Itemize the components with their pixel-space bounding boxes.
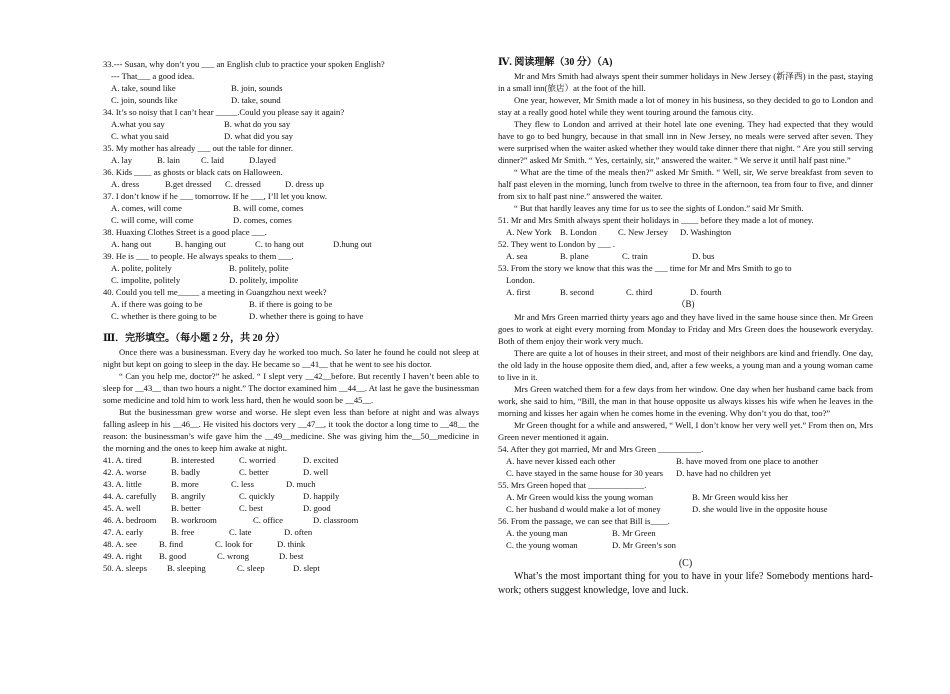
- cloze-option: 42. A. worse: [103, 467, 147, 477]
- q40-option-c: C. whether is there going to be: [111, 311, 217, 321]
- q36-option-a: A. dress: [111, 179, 140, 189]
- q38-option-b: B. hanging out: [175, 239, 226, 249]
- q37-options-row1: [103, 202, 479, 214]
- q55-option-d: D. she would live in the opposite house: [692, 504, 828, 514]
- cloze-option: D. slept: [293, 563, 320, 573]
- passage-c-paragraph: What’s the most important thing for you to have in your life? Somebody mentions hard-work; others suggest knowledge, love and luck.: [498, 571, 873, 596]
- q39-stem: 39. He is ___ to people. He always speaks to them ___.: [103, 251, 294, 261]
- q36-options: [103, 178, 479, 190]
- q39-options-row2: [103, 274, 479, 286]
- q56-options-row2: [498, 539, 873, 551]
- q39-option-a: A. polite, politely: [111, 263, 172, 273]
- cloze-option: 49. A. right: [103, 551, 143, 561]
- cloze-option: 50. A. sleeps: [103, 563, 147, 573]
- cloze-option-row-42: [103, 466, 479, 478]
- cloze-option: B. badly: [171, 467, 201, 477]
- q33-option-c: C. join, sounds like: [111, 95, 178, 105]
- passage-a-paragraph-3: They flew to London and arrived at their hotel late one evening. They had expected that they would have to go to bed hungry, because in that small inn in New Jersey, no meals were served after seven. They were surprised when the waiter asked whether they would take dinner there that night. “ Are you still serving dinner?” asked Mr Smith. “ Yes, certainly, sir,” answered the waiter. “ We serve it until half past nine.”: [498, 119, 873, 165]
- cloze-option: D. classroom: [313, 515, 359, 525]
- q55-option-c: C. her husband d would make a lot of money: [506, 504, 661, 514]
- cloze-option-row-44: [103, 490, 479, 502]
- q34-options-row2: [103, 130, 479, 142]
- q51-option-c: C. New Jersey: [618, 227, 668, 237]
- cloze-option: C. wrong: [217, 551, 249, 561]
- cloze-option: C. quickly: [239, 491, 275, 501]
- q53-stem2: London.: [506, 275, 535, 285]
- cloze-option-row-45: [103, 502, 479, 514]
- cloze-option: C. sleep: [237, 563, 265, 573]
- cloze-option-row-50: [103, 562, 479, 574]
- q36-stem: 36. Kids ____ as ghosts or black cats on Halloween.: [103, 167, 283, 177]
- q37-stem: 37. I don’t know if he ___ tomorrow. If he ___, I’ll let you know.: [103, 191, 328, 201]
- q37-option-b: B. will come, comes: [233, 203, 304, 213]
- q35-option-c: C. laid: [201, 155, 224, 165]
- q39-option-d: D. politely, impolite: [229, 275, 299, 285]
- q40-options-row1: [103, 298, 479, 310]
- left-column: [103, 58, 479, 574]
- q54-option-d: D. have had no children yet: [676, 468, 771, 478]
- q55-option-b: B. Mr Green would kiss her: [692, 492, 788, 502]
- q53-stem: 53. From the story we know that this was the ___ time for Mr and Mrs Smith to go to: [498, 263, 792, 273]
- cloze-option-row-43: [103, 478, 479, 490]
- q53-option-d: D. fourth: [690, 287, 722, 297]
- q38-stem: 38. Huaxing Clothes Street is a good place ___.: [103, 227, 267, 237]
- q53-option-c: C. third: [626, 287, 653, 297]
- q53-option-a: A. first: [506, 287, 531, 297]
- q33-option-d: D. take, sound: [231, 95, 281, 105]
- q52-option-d: D. bus: [692, 251, 715, 261]
- cloze-option: C. office: [253, 515, 283, 525]
- passage-b-paragraph-1: Mr and Mrs Green married thirty years ago and they have lived in the same house since then. Mr Green goes to work at eight every morning from Monday to Friday and Mrs Green does the housework everyday. Both of them enjoy their work very much.: [498, 312, 873, 346]
- q52-stem: 52. They went to London by ___ .: [498, 239, 616, 249]
- cloze-option: C. worried: [239, 455, 276, 465]
- q33-stem2: --- That___ a good idea.: [111, 71, 195, 81]
- passage-a-paragraph-1: Mr and Mrs Smith had always spent their summer holidays in New Jersey (新泽西) in the past, staying in a small inn(旅店）at the foot of the hill.: [498, 71, 873, 93]
- q55-stem: 55. Mrs Green hoped that _____________.: [498, 480, 647, 490]
- q34-option-c: C. what you said: [111, 131, 169, 141]
- cloze-option: D. often: [284, 527, 313, 537]
- cloze-paragraph-2: “ Can you help me, doctor?” he asked. “ I slept very __42__before. But recently I haven’t been able to sleep for __43__ than two hours a night.” The doctor examined him __44__. At last he gave the businessman some medicine and told him to work less hard, then he would soon be __45__.: [103, 371, 479, 405]
- q40-option-b: B. if there is going to be: [249, 299, 333, 309]
- q36-option-c: C. dressed: [225, 179, 261, 189]
- cloze-option: D. good: [303, 503, 331, 513]
- cloze-paragraph-3: But the businessman grew worse and worse. He slept even less than before at night and was always falling asleep in his __46__. He visited his doctors very __47__, it took the doctor a long time to __48__ the reason: the businessman’s wife gave him the __49__medicine. She was giving him the__50__medicine in the morning and the ones to keep him awake at night.: [103, 407, 479, 453]
- q34-option-a: A.what you say: [111, 119, 165, 129]
- q38-option-a: A. hang out: [111, 239, 152, 249]
- q37-option-c: C. will come, will come: [111, 215, 194, 225]
- cloze-option: C. late: [229, 527, 252, 537]
- q56-option-c: C. the young woman: [506, 540, 578, 550]
- cloze-option: 44. A. carefully: [103, 491, 157, 501]
- passage-a-paragraph-5: “ But that hardly leaves any time for us to see the sights of London.” said Mr Smith.: [514, 203, 804, 213]
- q55-options-row1: [498, 491, 873, 503]
- cloze-option-row-49: [103, 550, 479, 562]
- q52-options: [498, 250, 873, 262]
- right-column: [498, 58, 873, 598]
- q54-option-c: C. have stayed in the same house for 30 years: [506, 468, 664, 478]
- cloze-option: B. angrily: [171, 491, 206, 501]
- cloze-option: 46. A. bedroom: [103, 515, 157, 525]
- q56-stem: 56. From the passage, we can see that Bill is____.: [498, 516, 670, 526]
- cloze-option: C. less: [231, 479, 254, 489]
- cloze-option: C. look for: [215, 539, 253, 549]
- q56-options-row1: [498, 527, 873, 539]
- q33-options-row2: [103, 94, 479, 106]
- cloze-option: D. happily: [303, 491, 340, 501]
- q53-options: [498, 286, 873, 298]
- q51-option-b: B. London: [560, 227, 597, 237]
- cloze-option: D. excited: [303, 455, 339, 465]
- q37-option-d: D. comes, comes: [233, 215, 292, 225]
- q56-option-a: A. the young man: [506, 528, 568, 538]
- cloze-option: B. sleeping: [167, 563, 206, 573]
- passage-b-paragraph-4: Mr Green thought for a while and answered, “ Well, I don’t know her very well yet.” From then on, Mrs Green never mentioned it again.: [498, 420, 873, 442]
- q38-option-d: D.hung out: [333, 239, 372, 249]
- q37-option-a: A. comes, will come: [111, 203, 182, 213]
- passage-b-label: （B): [676, 299, 695, 309]
- q55-option-a: A. Mr Green would kiss the young woman: [506, 492, 654, 502]
- passage-a-paragraph-2: One year, however, Mr Smith made a lot of money in his business, so they decided to go to London and stay at a really good hotel while they went touring around the famous city.: [498, 95, 873, 117]
- cloze-option: C. better: [239, 467, 269, 477]
- cloze-option: D. best: [279, 551, 304, 561]
- cloze-option: 48. A. see: [103, 539, 137, 549]
- q38-options: [103, 238, 479, 250]
- q40-option-a: A. if there was going to be: [111, 299, 203, 309]
- cloze-option-row-48: [103, 538, 479, 550]
- q33-option-a: A. take, sound like: [111, 83, 176, 93]
- cloze-option: D. well: [303, 467, 329, 477]
- q34-options-row1: [103, 118, 479, 130]
- q39-options-row1: [103, 262, 479, 274]
- q35-option-b: B. lain: [157, 155, 180, 165]
- cloze-paragraph-1: Once there was a businessman. Every day he worked too much. So later he found he could not sleep at night but kept on going to sleep in the day. He became so __41__ that he went to see his doctor.: [103, 347, 479, 369]
- q56-option-d: D. Mr Green’s son: [612, 540, 676, 550]
- q39-option-b: B. politely, polite: [229, 263, 289, 273]
- q35-stem: 35. My mother has already ___ out the table for dinner.: [103, 143, 293, 153]
- q54-options-row2: [498, 467, 873, 479]
- cloze-option: B. workroom: [171, 515, 217, 525]
- cloze-option-row-47: [103, 526, 479, 538]
- q54-options-row1: [498, 455, 873, 467]
- passage-c-label: (C): [678, 558, 693, 569]
- q33-options-row1: [103, 82, 479, 94]
- cloze-option: D. think: [277, 539, 306, 549]
- cloze-option-row-41: [103, 454, 479, 466]
- passage-a-paragraph-4: “ What are the time of the meals then?” asked Mr Smith. “ Well, sir, We serve breakfast from seven to half past eleven in the morning, lunch from twelve to three in the afternoon, tea from four to five, and dinner from six to half past nine.” answered the waiter.: [498, 167, 873, 201]
- q54-option-b: B. have moved from one place to another: [676, 456, 819, 466]
- cloze-option-row-46: [103, 514, 479, 526]
- q51-option-d: D. Washington: [680, 227, 732, 237]
- cloze-option: B. good: [159, 551, 187, 561]
- cloze-option: D. much: [286, 479, 316, 489]
- cloze-option: B. interested: [171, 455, 215, 465]
- cloze-option: C. best: [239, 503, 263, 513]
- q34-option-b: B. what do you say: [224, 119, 291, 129]
- cloze-option: 47. A. early: [103, 527, 144, 537]
- cloze-option: 45. A. well: [103, 503, 141, 513]
- q53-option-b: B. second: [560, 287, 594, 297]
- section3-title: Ⅲ．完形填空。（每小题 2 分，共 20 分）: [103, 333, 286, 344]
- q54-option-a: A. have never kissed each other: [506, 456, 616, 466]
- cloze-option: B. free: [171, 527, 195, 537]
- q51-option-a: A. New York: [506, 227, 552, 237]
- q51-options: [498, 226, 873, 238]
- cloze-option: 43. A. little: [103, 479, 142, 489]
- q52-option-c: C. train: [622, 251, 648, 261]
- q35-option-d: D.layed: [249, 155, 276, 165]
- q52-option-b: B. plane: [560, 251, 589, 261]
- q35-option-a: A. lay: [111, 155, 133, 165]
- q39-option-c: C. impolite, politely: [111, 275, 181, 285]
- q40-option-d: D. whether there is going to have: [249, 311, 364, 321]
- q55-options-row2: [498, 503, 873, 515]
- q33-stem: 33.--- Susan, why don’t you ___ an English club to practice your spoken English?: [103, 59, 385, 69]
- q34-stem: 34. It’s so noisy that I can’t hear _____.Could you please say it again?: [103, 107, 345, 117]
- q36-option-d: D. dress up: [285, 179, 324, 189]
- q37-options-row2: [103, 214, 479, 226]
- q54-stem: 54. After they got married, Mr and Mrs Green __________.: [498, 444, 704, 454]
- section4-title: Ⅳ. 阅读理解（30 分）（A): [498, 57, 613, 68]
- q36-option-b: B.get dressed: [165, 179, 212, 189]
- q38-option-c: C. to hang out: [255, 239, 304, 249]
- q51-stem: 51. Mr and Mrs Smith always spent their holidays in ____ before they made a lot of money.: [498, 215, 814, 225]
- cloze-option: B. more: [171, 479, 199, 489]
- q35-options: [103, 154, 479, 166]
- q40-stem: 40. Could you tell me_____ a meeting in Guangzhou next week?: [103, 287, 327, 297]
- q56-option-b: B. Mr Green: [612, 528, 656, 538]
- q34-option-d: D. what did you say: [224, 131, 293, 141]
- cloze-option: 41. A. tired: [103, 455, 142, 465]
- passage-b-paragraph-2: There are quite a lot of houses in their street, and most of their neighbors are kind and friendly. One day, the old lady in the house opposite them died, and, after a few weeks, a young man and a young woman came to live in it.: [498, 348, 873, 382]
- cloze-option: B. find: [159, 539, 183, 549]
- passage-b-paragraph-3: Mrs Green watched them for a few days from her window. One day when her husband came back from work, she said to him, “Bill, the man in that house opposite us always kisses his wife when he leaves in the morning and kisses her again when he comes home in the evening. Why don’t you do that, too?”: [498, 384, 873, 418]
- q40-options-row2: [103, 310, 479, 322]
- q33-option-b: B. join, sounds: [231, 83, 283, 93]
- q52-option-a: A. sea: [506, 251, 528, 261]
- cloze-option: B. better: [171, 503, 201, 513]
